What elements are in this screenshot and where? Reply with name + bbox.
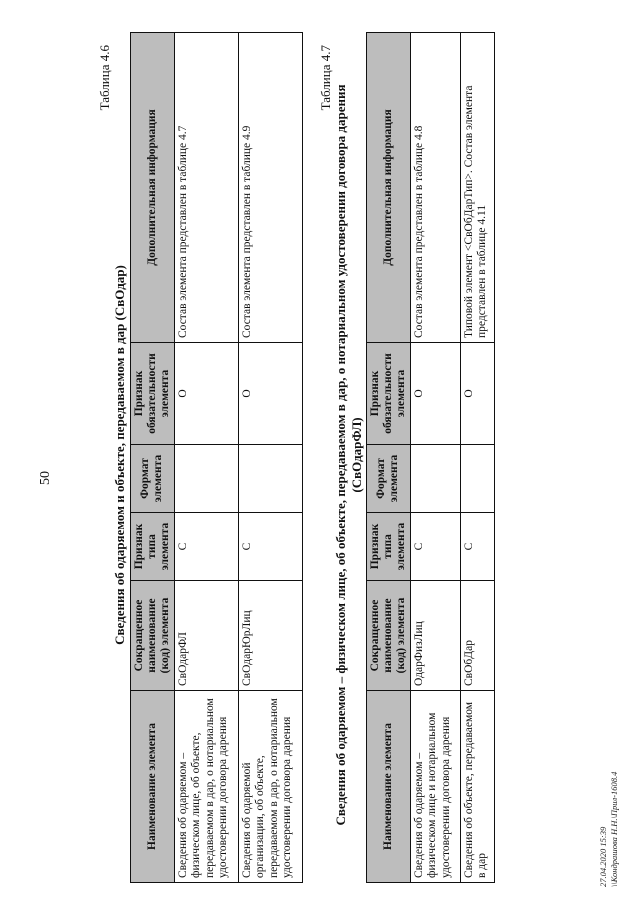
- table-cell: С: [410, 513, 460, 581]
- table-header-row: [131, 33, 175, 883]
- table-header-row: [367, 33, 411, 883]
- header-cell: Наименование элемента: [131, 691, 175, 883]
- table-4-7: [366, 32, 495, 883]
- table-cell: [410, 445, 460, 513]
- table-cell: СвОдарФЛ: [174, 581, 238, 691]
- table-cell: Сведения об одаряемом – физическом лице, об объекте, передаваемом в дар, о нотариальном удостоверении договора дарения: [174, 691, 238, 883]
- table-4-7-label: Таблица 4.7: [318, 45, 333, 111]
- table-cell: [238, 445, 302, 513]
- table-cell: О: [410, 343, 460, 445]
- table-cell: Сведения об одаряемой организации, об объекте, передаваемом в дар, о нотариальном удостоверении договора дарения: [238, 691, 302, 883]
- page-number: 50: [38, 471, 53, 485]
- header-cell: Признак обязательности элемента: [131, 343, 175, 445]
- stamp-line-date: 27.04.2020 15:39: [598, 826, 608, 887]
- table-row: [460, 33, 494, 883]
- table-row: [174, 33, 238, 883]
- table-cell: ОдарФизЛиц: [410, 581, 460, 691]
- table-cell: СвОбДар: [460, 581, 494, 691]
- table-cell: О: [238, 343, 302, 445]
- table-4-6-label: Таблица 4.6: [97, 45, 112, 111]
- table-cell: О: [460, 343, 494, 445]
- table-cell: С: [238, 513, 302, 581]
- table-4-6: [130, 32, 303, 883]
- table-row: [238, 33, 302, 883]
- table-4-7-heading: [333, 35, 366, 875]
- header-cell: Сокращенное наименование (код) элемента: [367, 581, 411, 691]
- header-cell: Признак обязательности элемента: [367, 343, 411, 445]
- table-cell: СвОдарЮрЛиц: [238, 581, 302, 691]
- table-4-7-heading-line2: (СвОдарФЛ): [349, 417, 365, 493]
- table-cell: О: [174, 343, 238, 445]
- table-cell: Состав элемента представлен в таблице 4.9: [238, 33, 302, 343]
- table-cell: Состав элемента представлен в таблице 4.8: [410, 33, 460, 343]
- header-cell: Признак типа элемента: [131, 513, 175, 581]
- table-cell: Сведения об одаряемом – физическом лице и нотариальном удостоверении договора дарения: [410, 691, 460, 883]
- header-cell: Дополнительная информация: [131, 33, 175, 343]
- table-cell: [174, 445, 238, 513]
- header-cell: Формат элемента: [367, 445, 411, 513]
- table-row: [410, 33, 460, 883]
- table-4-7-heading-line1: Сведения об одаряемом – физическом лице, об объекте, передаваемом в дар, о нотариальном удостоверении договора дарения: [333, 84, 348, 826]
- table-cell: Типовой элемент <СвОбДарТип>. Состав элемента представлен в таблице 4.11: [460, 33, 494, 343]
- header-cell: Сокращенное наименование (код) элемента: [131, 581, 175, 691]
- stamp-line-path: \\Кондрашова Н.Н.\Прил-1608.4: [608, 771, 619, 887]
- header-cell: Формат элемента: [131, 445, 175, 513]
- header-cell: Наименование элемента: [367, 691, 411, 883]
- header-cell: Признак типа элемента: [367, 513, 411, 581]
- table-cell: С: [174, 513, 238, 581]
- table-cell: Сведения об объекте, передаваемом в дар: [460, 691, 494, 883]
- table-cell: С: [460, 513, 494, 581]
- header-cell: Дополнительная информация: [367, 33, 411, 343]
- table-cell: Состав элемента представлен в таблице 4.7: [174, 33, 238, 343]
- table-cell: [460, 445, 494, 513]
- table-4-6-heading: Сведения об одаряемом и объекте, передаваемом в дар (СвОдар): [112, 265, 127, 645]
- print-stamp: [598, 772, 619, 887]
